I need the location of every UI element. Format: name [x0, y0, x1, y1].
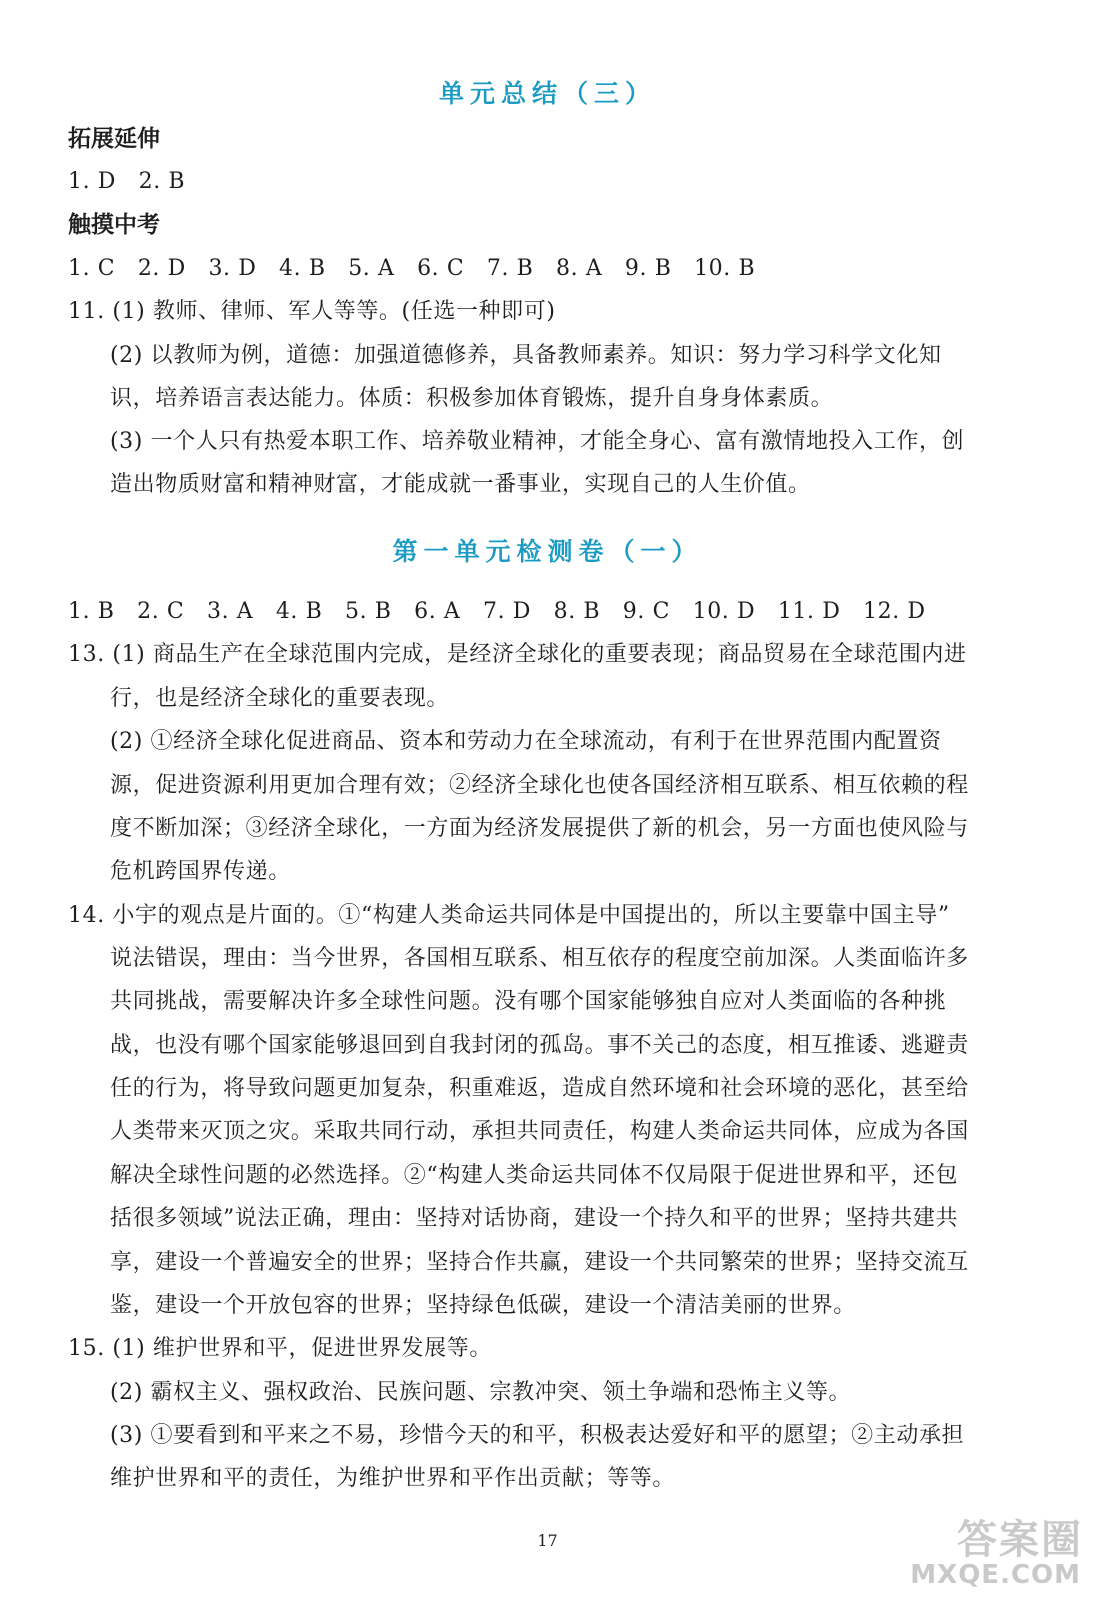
q14-line: 解决全球性问题的必然选择。②“构建人类命运共同体不仅局限于促进世界和平，还包	[110, 1163, 959, 1188]
watermark-logo	[910, 1508, 1083, 1596]
q14-line: 说法错误，理由：当今世界，各国相互联系、相互依存的程度空前加深。人类面临许多	[110, 946, 969, 971]
q14-line: 人类带来灭顶之灾。采取共同行动，承担共同责任，构建人类命运共同体，应成为各国	[110, 1119, 969, 1144]
section-title-unit-summary: 单元总结（三）	[438, 79, 656, 108]
answer-line-exam: 1. C 2. D 3. D 4. B 5. A 6. C 7. B 8. A 9. B 10. B	[68, 256, 756, 281]
section-title-unit-test: 第一单元检测卷（一）	[392, 537, 703, 566]
q11-line: 造出物质财富和精神财富，才能成就一番事业，实现自己的人生价值。	[110, 472, 811, 497]
q11-line: 识，培养语言表达能力。体质：积极参加体育锻炼，提升自身身体素质。	[110, 386, 834, 411]
q14-line: 括很多领域”说法正确，理由：坚持对话协商，建设一个持久和平的世界；坚持共建共	[110, 1206, 959, 1231]
q15-line: 15. (1) 维护世界和平，促进世界发展等。	[68, 1336, 492, 1361]
subheading-exam: 触摸中考	[68, 212, 160, 238]
q14-line: 鉴，建设一个开放包容的世界；坚持绿色低碳，建设一个清洁美丽的世界。	[110, 1293, 856, 1318]
answer-line-test: 1. B 2. C 3. A 4. B 5. B 6. A 7. D 8. B 9. C 10. D 11. D 12. D	[68, 599, 926, 624]
q13-line: (2) ①经济全球化促进商品、资本和劳动力在全球流动，有利于在世界范围内配置资	[110, 729, 942, 754]
watermark-text-top: 答案圈	[957, 1517, 1083, 1563]
page-number: 17	[537, 1531, 558, 1550]
watermark-text-bottom: MXQE.COM	[910, 1560, 1081, 1590]
q14-line: 14. 小宇的观点是片面的。①“构建人类命运共同体是中国提出的，所以主要靠中国主导”	[68, 903, 950, 928]
q15-line: (2) 霸权主义、强权政治、民族问题、宗教冲突、领土争端和恐怖主义等。	[110, 1380, 852, 1405]
subheading-extension: 拓展延伸	[68, 126, 160, 152]
q14-line: 享，建设一个普遍安全的世界；坚持合作共赢，建设一个共同繁荣的世界；坚持交流互	[110, 1250, 969, 1275]
q13-line: 行，也是经济全球化的重要表现。	[110, 686, 450, 711]
q15-line: (3) ①要看到和平来之不易，珍惜今天的和平，积极表达爱好和平的愿望；②主动承担	[110, 1423, 965, 1448]
q11-line: (3) 一个人只有热爱本职工作、培养敬业精神，才能全身心、富有激情地投入工作，创	[110, 429, 965, 454]
q14-line: 战，也没有哪个国家能够退回到自我封闭的孤岛。事不关己的态度，相互推诿、逃避责	[110, 1033, 969, 1058]
q13-line: 度不断加深；③经济全球化，一方面为经济发展提供了新的机会，另一方面也使风险与	[110, 816, 969, 841]
q13-line: 13. (1) 商品生产在全球范围内完成，是经济全球化的重要表现；商品贸易在全球范围内进	[68, 642, 967, 667]
q13-line: 源，促进资源利用更加合理有效；②经济全球化也使各国经济相互联系、相互依赖的程	[110, 773, 969, 798]
q11-line: 11. (1) 教师、律师、军人等等。(任选一种即可)	[68, 299, 556, 324]
q14-line: 共同挑战，需要解决许多全球性问题。没有哪个国家能够独自应对人类面临的各种挑	[110, 989, 947, 1014]
answer-line-extension: 1. D 2. B	[68, 169, 186, 194]
q15-line: 维护世界和平的责任，为维护世界和平作出贡献；等等。	[110, 1466, 676, 1491]
q14-line: 任的行为，将导致问题更加复杂，积重难返，造成自然环境和社会环境的恶化，甚至给	[110, 1076, 969, 1101]
q13-line: 危机跨国界传递。	[110, 859, 291, 884]
q11-line: (2) 以教师为例，道德：加强道德修养，具备教师素养。知识：努力学习科学文化知	[110, 343, 942, 368]
